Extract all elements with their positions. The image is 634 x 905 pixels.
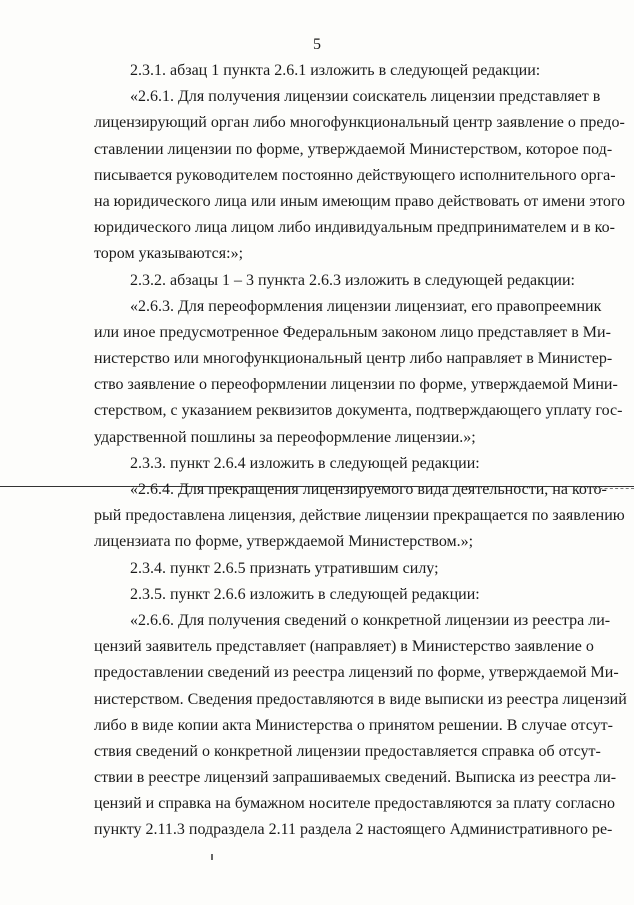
text-line: «2.6.4. Для прекращения лицензируемого вида деятельности, на кото-: [130, 481, 607, 498]
paragraph: [94, 84, 626, 267]
text-line: тором указываются:»;: [94, 245, 244, 263]
text-line: лицензиата по форме, утверждаемой Министерством.»;: [94, 533, 474, 551]
text-line: ставлении лицензии по форме, утверждаемой Министерством, которое под-: [94, 140, 613, 158]
scan-speck: [211, 854, 213, 860]
text-line: писывается руководителем постоянно действующего исполнительного орга-: [94, 166, 616, 184]
text-line: 2.3.5. пункт 2.6.6 изложить в следующей редакции:: [130, 585, 480, 603]
text-line: нистерство или многофункциональный центр либо направляет в Министер-: [94, 350, 613, 368]
text-line: рый предоставлена лицензия, действие лицензии прекращается по заявлению: [94, 507, 625, 525]
strike-through-rule: [0, 486, 634, 487]
text-line: ствия сведений о конкретной лицензии предоставляется справка об отсут-: [94, 742, 601, 760]
text-line: либо в виде копии акта Министерства о принятом решении. В случае отсут-: [94, 716, 613, 734]
text-line: лицензирующий орган либо многофункциональный центр заявление о предо-: [94, 114, 625, 132]
text-line: юридического лица лицом либо индивидуальным предпринимателем и в ко-: [94, 219, 615, 237]
paragraph: [94, 608, 627, 844]
text-line: ударственной пошлины за переоформление лицензии.»;: [94, 428, 476, 446]
text-line: цензий заявитель представляет (направляет) в Министерство заявление о: [94, 638, 594, 656]
text-line: на юридического лица или иным имеющим право действовать от имени этого: [94, 192, 626, 210]
paragraph: [94, 582, 592, 608]
text-line: 2.3.3. пункт 2.6.4 изложить в следующей редакции:: [130, 454, 480, 472]
text-line: стерством, с указанием реквизитов документа, подтверждающего уплату гос-: [94, 402, 623, 420]
text-line: 2.3.4. пункт 2.6.5 признать утратившим силу;: [130, 559, 439, 577]
dashed-rule-mark: [594, 488, 634, 489]
text-line: 2.3.1. абзац 1 пункта 2.6.1 изложить в следующей редакции:: [130, 62, 541, 79]
page-number: 5: [313, 36, 321, 53]
paragraph: [94, 58, 592, 84]
paragraph: [94, 294, 623, 451]
text-line: 2.3.2. абзацы 1 – 3 пункта 2.6.3 изложить в следующей редакции:: [130, 271, 575, 289]
text-line: «2.6.3. Для переоформления лицензии лицензиат, его правопреемник: [130, 297, 602, 315]
text-line: ствии в реестре лицензий запрашиваемых сведений. Выписка из реестра ли-: [94, 769, 617, 787]
paragraph: [94, 268, 592, 294]
text-line: ство заявление о переоформлении лицензии по форме, утверждаемой Мини-: [94, 376, 618, 394]
paragraph: [94, 451, 592, 477]
paragraph: [94, 556, 592, 582]
text-line: или иное предусмотренное Федеральным законом лицо представляет в Ми-: [94, 323, 611, 341]
text-line: цензий и справка на бумажном носителе предоставляются за плату согласно: [94, 795, 616, 813]
text-line: пункту 2.11.3 подраздела 2.11 раздела 2 настоящего Административного ре-: [94, 821, 613, 839]
text-line: «2.6.6. Для получения сведений о конкретной лицензии из реестра ли-: [130, 611, 611, 629]
document-body: [94, 58, 627, 844]
text-line: «2.6.1. Для получения лицензии соискатель лицензии представляет в: [130, 88, 601, 106]
text-line: предоставлении сведений из реестра лицензий по форме, утверждаемой Ми-: [94, 664, 619, 682]
paragraph: [94, 477, 625, 556]
text-line: нистерством. Сведения предоставляются в виде выписки из реестра лицензий: [94, 690, 627, 708]
